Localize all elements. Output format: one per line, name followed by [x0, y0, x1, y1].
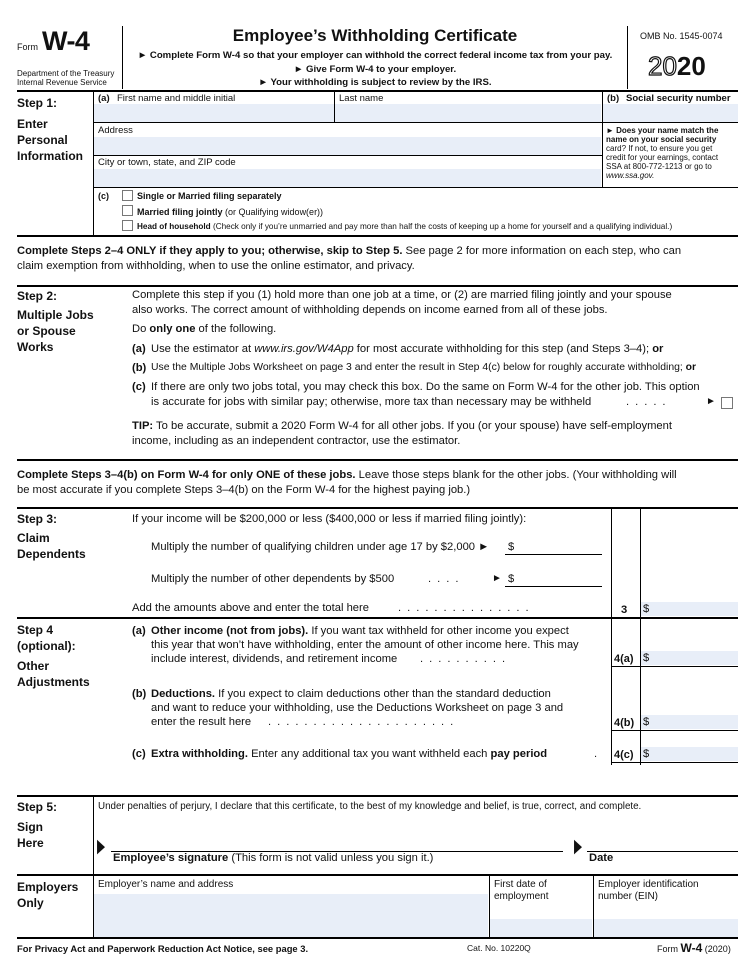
form-title: Employee’s Withholding Certificate: [232, 26, 518, 45]
step3-title-2: Dependents: [17, 547, 86, 561]
filing-status-letter: (c): [98, 191, 109, 201]
employer-name-address-input[interactable]: [94, 894, 488, 937]
step1-title-1: Enter: [17, 117, 48, 131]
step3-total-input[interactable]: [641, 602, 738, 616]
footer-form-id: [657, 941, 731, 955]
first-date-label-2: employment: [494, 891, 549, 902]
header-instruction-3: ► Your withholding is subject to review by the IRS.: [258, 77, 492, 88]
step2a-text: [151, 343, 663, 355]
step3-total-dollar: $: [643, 603, 650, 615]
step3-others-dots: ....: [428, 573, 465, 585]
ssn-note-4: credit for your earnings, contact: [606, 153, 719, 162]
intro1-line2: claim exemption from withholding, when to use the online estimator, and privacy.: [17, 260, 415, 272]
step4c-text: Enter any additional tax you want withheld each: [247, 748, 491, 760]
step3-label: Step 3:: [17, 512, 58, 526]
employer-col-divider-1: [489, 875, 490, 938]
date-arrow-icon: ▶: [574, 836, 583, 857]
step2-do-suffix: of the following.: [195, 323, 277, 335]
name-divider: [334, 91, 335, 123]
employer-col-divider-2: [593, 875, 594, 938]
filing-single-checkbox[interactable]: [122, 190, 133, 201]
last-name-input[interactable]: [335, 104, 601, 122]
step2-do-prefix: Do: [132, 323, 150, 335]
step4a-letter: (a): [132, 625, 146, 637]
omb-number: OMB No. 1545-0074: [640, 31, 723, 41]
deductions-input[interactable]: [641, 715, 738, 729]
footer-form-number: W-4: [680, 941, 703, 955]
date-label: Date: [589, 852, 614, 864]
step3-title-1: Claim: [17, 531, 50, 545]
step4b-dots: .....................: [268, 716, 460, 728]
footer-form-word: Form: [657, 944, 678, 954]
catalog-number: Cat. No. 10220Q: [467, 943, 531, 953]
city-state-zip-input[interactable]: [94, 169, 601, 187]
step3-children-label: Multiply the number of qualifying children under age 17 by $2,000 ►: [151, 541, 490, 553]
filing-hoh-text: Head of household: [137, 222, 211, 231]
header-divider-right: [627, 26, 628, 89]
filing-single-label: Single or Married filing separately: [137, 191, 282, 201]
step5-title-2: Here: [17, 836, 44, 850]
step4c-dollar: $: [643, 748, 650, 760]
privacy-notice: For Privacy Act and Paperwork Reduction Act Notice, see page 3.: [17, 943, 309, 954]
step2a-letter: (a): [132, 343, 146, 355]
step5-title-1: Sign: [17, 820, 43, 834]
step4-title-2: Other: [17, 659, 50, 673]
agency-line2: Internal Revenue Service: [17, 78, 107, 87]
step2c-line2: is accurate for jobs with similar pay; otherwise, more tax than necessary may be withheld: [151, 396, 592, 408]
intro2-bold: Complete Steps 3–4(b) on Form W-4 for only ONE of these jobs.: [17, 469, 356, 481]
step2a-pre: Use the estimator at: [151, 343, 255, 355]
first-name-label: First name and middle initial: [117, 93, 236, 104]
first-date-label-1: First date of: [494, 879, 547, 890]
ssn-note-3: card? If not, to ensure you get: [606, 144, 713, 153]
step2-do-one: [132, 323, 276, 335]
step4b-bold: Deductions.: [151, 688, 216, 700]
header-bottom-rule: [17, 90, 738, 92]
step4c-line: [151, 748, 547, 760]
signature-arrow-icon: ▶: [97, 836, 106, 857]
first-date-employment-input[interactable]: [490, 919, 592, 937]
estimator-link[interactable]: www.irs.gov/W4App: [254, 343, 354, 355]
step2-tip-text: To be accurate, submit a 2020 Form W-4 for all other jobs. If you (or your spouse) have self-employment: [153, 420, 672, 432]
step3-children-dollar: $: [508, 541, 515, 553]
ein-label-1: Employer identification: [598, 879, 699, 890]
step2-label: Step 2:: [17, 289, 58, 303]
step4-title-3: Adjustments: [17, 675, 90, 689]
step4a-line1: [151, 625, 569, 637]
step3-bottom-rule: [17, 617, 738, 619]
ssn-divider: [602, 91, 603, 188]
step2-title-3: Works: [17, 340, 54, 354]
step3-total-label: Add the amounts above and enter the total here: [132, 602, 369, 614]
filing-joint-checkbox[interactable]: [122, 205, 133, 216]
step4a-line-number: 4(a): [614, 653, 634, 665]
tax-year-prefix: 20: [648, 51, 677, 81]
step4a-line2: this year that won’t have withholding, enter the amount of other income here. This may: [151, 639, 579, 651]
step4c-bold2: pay period: [490, 748, 548, 760]
form-word: Form: [17, 42, 38, 52]
step2-tip-line2: income, including as an independent contractor, use the estimator.: [132, 435, 461, 447]
step3-total-dots: ...............: [398, 602, 535, 614]
employer-name-label: Employer’s name and address: [98, 879, 234, 890]
step4c-bold: Extra withholding.: [151, 748, 248, 760]
step2-title-2: or Spouse: [17, 324, 76, 338]
step4b-letter: (b): [132, 688, 147, 700]
step4a-text: If you want tax withheld for other income you expect: [308, 625, 569, 637]
step5-left-border: [93, 796, 94, 875]
intro1-rest: See page 2 for more information on each step, who can: [402, 245, 682, 257]
extra-withholding-input[interactable]: [641, 747, 738, 761]
step2-intro-line2: also works. The correct amount of withholding depends on income earned from all of these jobs.: [132, 304, 608, 316]
header-instruction-2: ► Give Form W-4 to your employer.: [293, 64, 457, 75]
step2c-leader-dots: .....: [626, 396, 672, 408]
ssn-label: Social security number: [626, 93, 731, 104]
other-income-input[interactable]: [641, 651, 738, 665]
step4a-bottom: [611, 666, 738, 667]
step1-bottom-rule: [17, 235, 738, 237]
signature-label: [113, 852, 433, 864]
filing-joint-label: [137, 207, 323, 217]
intro1-bold: Complete Steps 2–4 ONLY if they apply to you; otherwise, skip to Step 5.: [17, 245, 403, 257]
address-label: Address: [98, 125, 133, 136]
ssn-note-5: SSA at 800-772-1213 or go to: [606, 162, 712, 171]
step2a-or: or: [652, 343, 664, 355]
ein-label-2: number (EIN): [598, 891, 659, 902]
filing-hoh-note: (Check only if you’re unmarried and pay more than half the costs of keeping up a home for yourself and a qualifying individual.): [212, 222, 673, 231]
address-input[interactable]: [94, 137, 601, 155]
step3-line-number: 3: [621, 604, 628, 616]
step4b-line-number: 4(b): [614, 717, 635, 729]
step4c-line-number: 4(c): [614, 749, 634, 761]
step4b-line1: [151, 688, 551, 700]
step4c-dot: .: [594, 748, 598, 760]
step4a-bold: Other income (not from jobs).: [151, 625, 309, 637]
step3-others-label: Multiply the number of other dependents by $500: [151, 573, 395, 585]
step2c-line1: If there are only two jobs total, you may check this box. Do the same on Form W-4 for the other job. This option: [151, 381, 700, 393]
step2b-or: or: [685, 362, 697, 373]
step4c-letter: (c): [132, 748, 146, 760]
filing-joint-text: Married filing jointly: [137, 207, 223, 217]
ssn-letter: (b): [607, 93, 620, 104]
first-name-input[interactable]: [94, 104, 334, 122]
step4-label: Step 4: [17, 623, 54, 637]
employers-label-1: Employers: [17, 880, 79, 894]
step5-label: Step 5:: [17, 800, 58, 814]
step4b-bottom: [611, 730, 738, 731]
form-number: W-4: [42, 26, 90, 56]
row2-bottom: [93, 155, 602, 156]
agency-line1: Department of the Treasury: [17, 69, 115, 78]
step3-intro: If your income will be $200,000 or less ($400,000 or less if married filing jointly):: [132, 513, 527, 525]
line-number-col-left: [611, 508, 612, 765]
step4a-dollar: $: [643, 652, 650, 664]
ein-input[interactable]: [594, 919, 738, 937]
city-label: City or town, state, and ZIP code: [98, 157, 236, 168]
row1-bottom: [93, 122, 738, 123]
filing-hoh-label: [137, 222, 672, 231]
intro2-rest: Leave those steps blank for the other jobs. (Your withholding will: [355, 469, 677, 481]
step3-others-arrow-icon: ►: [492, 573, 502, 584]
tax-year: [648, 51, 706, 82]
row3-bottom: [93, 187, 738, 188]
step2b-body: Use the Multiple Jobs Worksheet on page 3 and enter the result in Step 4(c) below for roughly accurate withholding;: [151, 362, 686, 373]
step4b-dollar: $: [643, 716, 650, 728]
perjury-statement: Under penalties of perjury, I declare that this certificate, to the best of my knowledge and belief, is true, correct, and complete.: [98, 801, 642, 812]
other-dependents-amount-input[interactable]: [505, 586, 602, 587]
signature-bold: Employee’s signature: [113, 852, 229, 864]
filing-joint-note: (or Qualifying widow(er)): [225, 207, 324, 217]
employers-label-2: Only: [17, 896, 44, 910]
ssn-note-6: www.ssa.gov.: [606, 171, 655, 180]
step2c-letter: (c): [132, 381, 146, 393]
footer-form-year: (2020): [704, 944, 731, 954]
step2-intro-line1: Complete this step if you (1) hold more than one job at a time, or (2) are married filing jointly and your spouse: [132, 289, 672, 301]
step2b-text: [151, 362, 696, 373]
step1-title-3: Information: [17, 149, 83, 163]
header-divider-left: [122, 26, 123, 89]
step2-title-1: Multiple Jobs: [17, 308, 94, 322]
step5-bottom-rule: [17, 874, 738, 876]
intro1-bottom-rule: [17, 285, 738, 287]
step4a-line3: include interest, dividends, and retirement income: [151, 653, 398, 665]
children-amount-input[interactable]: [505, 554, 602, 555]
step4c-bottom: [611, 762, 738, 763]
step4a-dots: ..........: [420, 653, 512, 665]
ssn-input[interactable]: [603, 104, 738, 122]
step4b-line3: enter the result here: [151, 716, 252, 728]
two-jobs-checkbox[interactable]: [721, 397, 733, 409]
step2-do-bold: only one: [149, 323, 196, 335]
intro2-line1: [17, 469, 677, 481]
ssn-note-1: ► Does your name match the: [606, 126, 719, 135]
intro2-line2: be most accurate if you complete Steps 3–4(b) on the Form W-4 for the highest paying job.): [17, 484, 471, 496]
last-name-label: Last name: [339, 93, 384, 104]
step2c-arrow-icon: ►: [706, 396, 716, 407]
step4b-line2: and want to reduce your withholding, use the Deductions Worksheet on page 3 and: [151, 702, 564, 714]
first-name-letter: (a): [98, 93, 110, 104]
intro2-bottom-rule: [17, 507, 738, 509]
step2b-letter: (b): [132, 362, 147, 374]
step4-title-1: (optional):: [17, 639, 76, 653]
header-instruction-1: ► Complete Form W-4 so that your employer can withhold the correct federal income tax from your pay.: [137, 50, 613, 61]
step1-title-2: Personal: [17, 133, 68, 147]
step4-bottom-rule: [17, 795, 738, 797]
ssn-note-2: name on your social security: [606, 135, 717, 144]
filing-hoh-checkbox[interactable]: [122, 220, 133, 231]
step2a-post: for most accurate withholding for this step (and Steps 3–4);: [353, 343, 653, 355]
tax-year-suffix: 20: [676, 51, 706, 81]
step4b-text: If you expect to claim deductions other than the standard deduction: [215, 688, 551, 700]
employers-bottom-rule: [17, 937, 738, 939]
intro1-line1: [17, 245, 681, 257]
step2-tip-line1: [132, 420, 672, 432]
step2-bottom-rule: [17, 459, 738, 461]
step3-others-dollar: $: [508, 573, 515, 585]
signature-note: (This form is not valid unless you sign it.): [228, 852, 434, 864]
step2-tip-bold: TIP:: [132, 420, 154, 432]
step1-label: Step 1:: [17, 96, 58, 110]
